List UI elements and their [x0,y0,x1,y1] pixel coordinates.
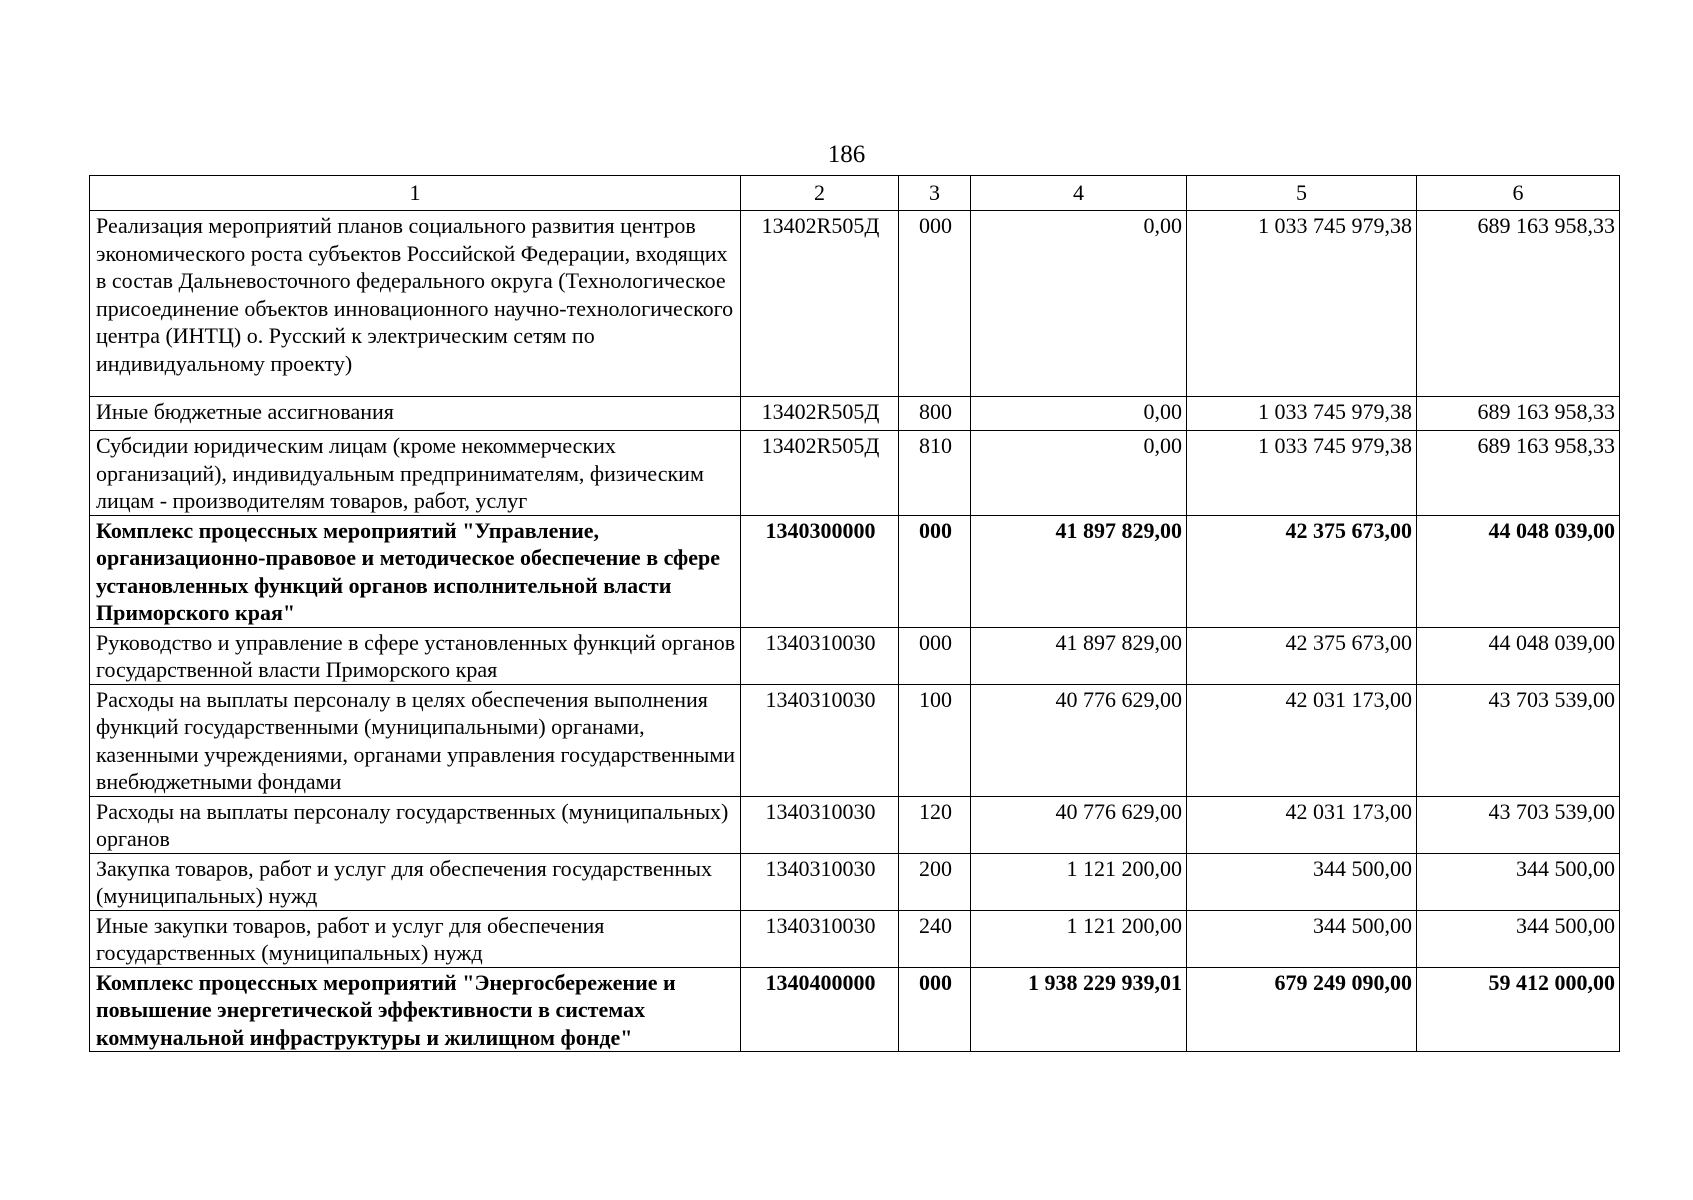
row-value-col6: 344 500,00 [1417,910,1620,967]
column-header: 6 [1417,176,1620,211]
column-number-row [90,176,1620,211]
row-name-cell: Комплекс процессных мероприятий "Энергосбережение и повышение энергетической эффективности в системах коммунальной инфраструктуры и жилищном фонде" [90,967,741,1052]
table-row [90,853,1620,910]
row-name-cell: Иные бюджетные ассигнования [90,397,741,431]
row-name-cell: Иные закупки товаров, работ и услуг для обеспечения государственных (муниципальных) нужд [90,910,741,967]
row-name-cell: Комплекс процессных мероприятий "Управление, организационно-правовое и методическое обеспечение в сфере установленных функций органов исполнительной власти Приморского края" [90,515,741,627]
row-value-col5: 1 033 745 979,38 [1187,211,1417,397]
row-value-col5: 42 375 673,00 [1187,515,1417,627]
row-value-col5: 1 033 745 979,38 [1187,397,1417,431]
row-value-col4: 1 121 200,00 [971,910,1187,967]
row-value-col5: 344 500,00 [1187,910,1417,967]
row-value-col5: 344 500,00 [1187,853,1417,910]
table-row-section [90,515,1620,627]
budget-table [89,175,1620,1052]
row-code-cell: 13402R505Д [741,397,899,431]
row-name-cell: Расходы на выплаты персоналу государственных (муниципальных) органов [90,796,741,853]
table-row [90,910,1620,967]
row-code-cell: 1340310030 [741,684,899,796]
row-value-col6: 689 163 958,33 [1417,211,1620,397]
row-type-cell: 800 [899,397,971,431]
column-header: 3 [899,176,971,211]
column-header: 1 [90,176,741,211]
table-row [90,431,1620,516]
row-type-cell: 240 [899,910,971,967]
row-code-cell: 13402R505Д [741,211,899,397]
row-type-cell: 000 [899,515,971,627]
row-value-col4: 40 776 629,00 [971,796,1187,853]
row-value-col5: 679 249 090,00 [1187,967,1417,1052]
row-code-cell: 1340310030 [741,796,899,853]
column-header: 4 [971,176,1187,211]
row-value-col4: 41 897 829,00 [971,627,1187,684]
row-value-col6: 43 703 539,00 [1417,796,1620,853]
row-code-cell: 1340400000 [741,967,899,1052]
column-header: 5 [1187,176,1417,211]
row-value-col4: 1 938 229 939,01 [971,967,1187,1052]
table-row [90,796,1620,853]
row-value-col4: 0,00 [971,431,1187,516]
row-name-cell: Субсидии юридическим лицам (кроме некоммерческих организаций), индивидуальным предпринимателям, физическим лицам - производителям товаров, работ, услуг [90,431,741,516]
row-code-cell: 13402R505Д [741,431,899,516]
row-type-cell: 000 [899,211,971,397]
table-row [90,397,1620,431]
row-value-col6: 44 048 039,00 [1417,515,1620,627]
row-type-cell: 120 [899,796,971,853]
table-row-section [90,967,1620,1052]
row-code-cell: 1340310030 [741,627,899,684]
table-body [90,211,1620,1052]
row-value-col5: 42 375 673,00 [1187,627,1417,684]
row-type-cell: 000 [899,627,971,684]
row-value-col4: 41 897 829,00 [971,515,1187,627]
row-name-cell: Реализация мероприятий планов социального развития центров экономического роста субъектов Российской Федерации, входящих в состав Дальневосточного федерального округа (Технологическое присоединение объектов инновационного научно-технологического центра (ИНТЦ) о. Русский к электрическим сетям по индивидуальному проекту) [90,211,741,397]
row-value-col6: 344 500,00 [1417,853,1620,910]
row-value-col5: 42 031 173,00 [1187,796,1417,853]
row-value-col4: 40 776 629,00 [971,684,1187,796]
row-value-col6: 59 412 000,00 [1417,967,1620,1052]
row-code-cell: 1340300000 [741,515,899,627]
row-value-col4: 0,00 [971,211,1187,397]
row-name-cell: Расходы на выплаты персоналу в целях обеспечения выполнения функций государственными (муниципальными) органами, казенными учреждениями, органами управления государственными внебюджетными фондами [90,684,741,796]
row-type-cell: 810 [899,431,971,516]
row-value-col6: 44 048 039,00 [1417,627,1620,684]
row-code-cell: 1340310030 [741,853,899,910]
row-value-col5: 1 033 745 979,38 [1187,431,1417,516]
row-value-col6: 43 703 539,00 [1417,684,1620,796]
row-value-col4: 0,00 [971,397,1187,431]
row-value-col6: 689 163 958,33 [1417,397,1620,431]
row-value-col5: 42 031 173,00 [1187,684,1417,796]
table-row [90,211,1620,397]
row-code-cell: 1340310030 [741,910,899,967]
page-number: 186 [827,141,866,168]
row-value-col6: 689 163 958,33 [1417,431,1620,516]
column-header: 2 [741,176,899,211]
table-row [90,627,1620,684]
table-row [90,684,1620,796]
row-type-cell: 200 [899,853,971,910]
row-type-cell: 000 [899,967,971,1052]
row-name-cell: Руководство и управление в сфере установленных функций органов государственной власти Приморского края [90,627,741,684]
row-name-cell: Закупка товаров, работ и услуг для обеспечения государственных (муниципальных) нужд [90,853,741,910]
row-type-cell: 100 [899,684,971,796]
row-value-col4: 1 121 200,00 [971,853,1187,910]
